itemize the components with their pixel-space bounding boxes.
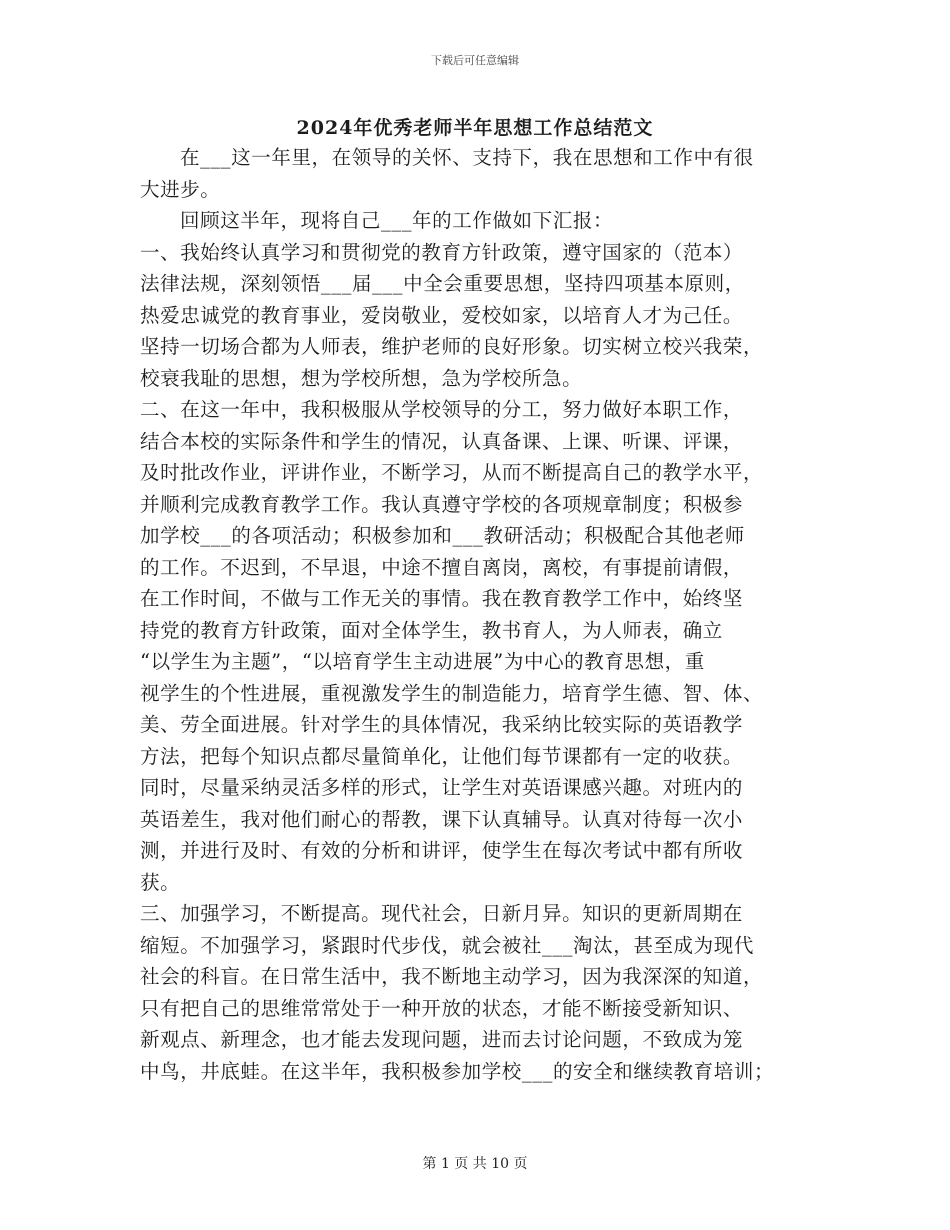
body-line: 视学生的个性进展，重视激发学生的制造能力，培育学生德、智、体、 (140, 681, 764, 705)
body-line: 及时批改作业，评讲作业，不断学习，从而不断提高自己的教学水平， (140, 461, 764, 484)
body-line: 法律法规，深刻领悟___届___中全会重要思想，坚持四项基本原则， (140, 272, 745, 295)
body-line: 结合本校的实际条件和学生的情况，认真备课、上课、听课、评课， (140, 429, 744, 453)
body-line: 新观点、新理念，也才能去发现问题，进而去讨论问题，不致成为笼 (140, 1028, 744, 1051)
body-line: 三、加强学习，不断提高。现代社会，日新月异。知识的更新周期在 (140, 902, 744, 925)
body-line: 大进步。 (140, 177, 221, 201)
body-line: 坚持一切场合都为人师表，维护老师的良好形象。切实树立校兴我荣， (140, 335, 764, 358)
body-line: 的工作。不迟到，不早退，中途不擅自离岗，离校，有事提前请假， (140, 555, 744, 579)
body-line: 在___这一年里，在领导的关怀、支持下，我在思想和工作中有很 (180, 146, 754, 169)
page-footer-page-number: 第 1 页 共 10 页 (422, 1156, 528, 1172)
page-header-note: 下载后可任意编辑 (431, 54, 519, 67)
body-line: 二、在这一年中，我积极服从学校领导的分工，努力做好本职工作， (140, 398, 744, 421)
body-line: 热爱忠诚党的教育事业，爱岗敬业，爱校如家，以培育人才为己任。 (140, 303, 744, 327)
body-line: 持党的教育方针政策，面对全体学生，教书育人，为人师表，确立 (140, 618, 723, 642)
body-line: 在工作时间，不做与工作无关的事情。我在教育教学工作中，始终坚 (140, 587, 744, 610)
body-line: 美、劳全面进展。针对学生的具体情况，我采纳比较实际的英语教学 (140, 713, 744, 736)
body-line: 回顾这半年，现将自己___年的工作做如下汇报： (180, 209, 614, 232)
body-line: 校衰我耻的思想，想为学校所想，急为学校所急。 (140, 366, 583, 390)
body-line: 英语差生，我对他们耐心的帮教，课下认真辅导。认真对待每一次小 (140, 807, 744, 831)
body-line: 获。 (140, 870, 181, 894)
body-line: 只有把自己的思维常常处于一种开放的状态，才能不断接受新知识、 (140, 996, 744, 1020)
body-line: 同时，尽量采纳灵活多样的形式，让学生对英语课感兴趣。对班内的 (140, 776, 744, 799)
body-line: 中鸟，井底蛙。在这半年，我积极参加学校___的安全和继续教育培训； (140, 1059, 775, 1083)
body-line: 方法，把每个知识点都尽量简单化，让他们每节课都有一定的收获。 (140, 744, 744, 768)
body-line: 加学校___的各项活动；积极参加和___教研活动；积极配合其他老师 (140, 524, 745, 547)
document-body (140, 142, 820, 1087)
body-line: 一、我始终认真学习和贯彻党的教育方针政策，遵守国家的（范本） (140, 240, 744, 264)
document-title: 2024年优秀老师半年思想工作总结范文 (296, 117, 654, 139)
body-line: 并顺利完成教育教学工作。我认真遵守学校的各项规章制度；积极参 (140, 492, 744, 516)
body-line: “以学生为主题”，“以培育学生主动进展”为中心的教育思想，重 (140, 650, 705, 673)
body-line: 社会的科盲。在日常生活中，我不断地主动学习，因为我深深的知道， (140, 965, 764, 988)
body-line: 缩短。不加强学习，紧跟时代步伐，就会被社___淘汰，甚至成为现代 (140, 933, 754, 957)
body-line: 测，并进行及时、有效的分析和讲评，使学生在每次考试中都有所收 (140, 839, 744, 862)
